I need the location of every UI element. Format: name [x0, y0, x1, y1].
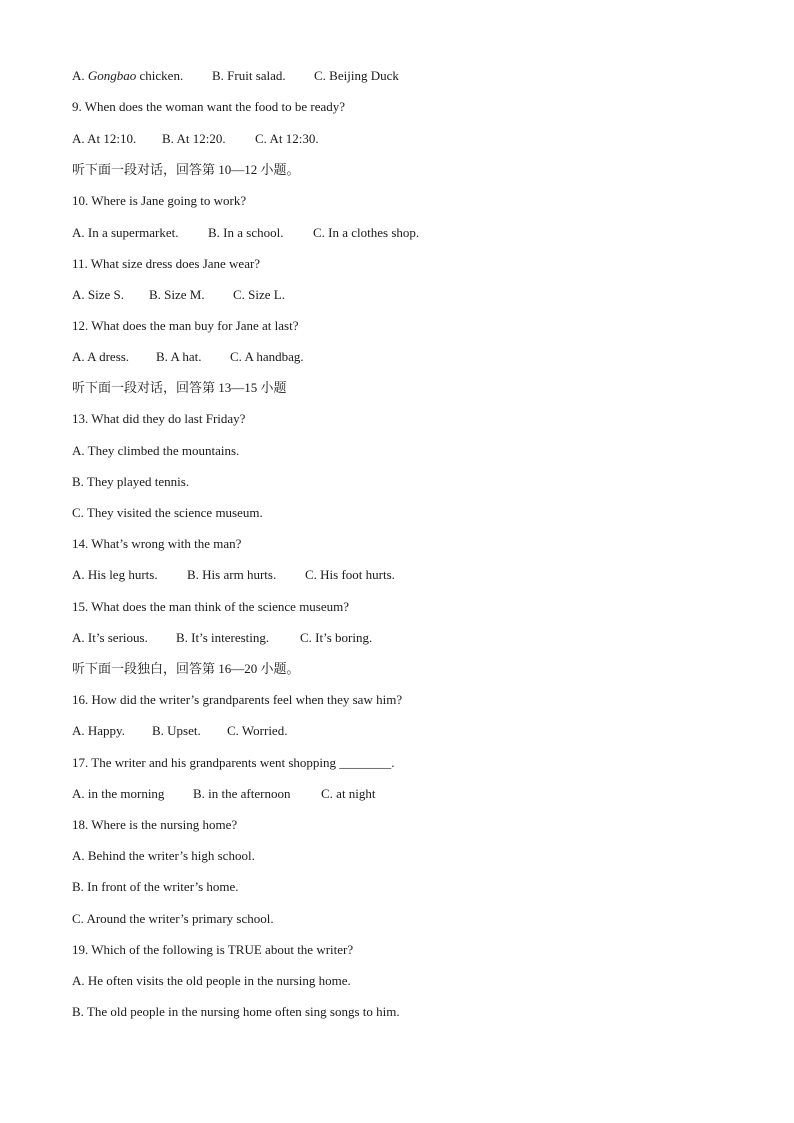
options-line-14: [72, 567, 395, 583]
options-line-11: [72, 287, 285, 303]
section-instruction: 听下面一段对话，回答第 10—12 小题。: [72, 162, 300, 177]
option-b: B. They played tennis.: [72, 474, 190, 489]
options-line-12: [72, 349, 304, 365]
option-c: C. Worried.: [227, 723, 288, 738]
option-a: A. In a supermarket.: [72, 225, 179, 240]
options-line-8: [72, 68, 399, 84]
option-a: A. Size S.: [72, 287, 124, 302]
question-13: 13. What did they do last Friday?: [72, 411, 246, 426]
option-a: A. His leg hurts.: [72, 567, 158, 582]
options-line-10: [72, 225, 419, 241]
option-a: A. Behind the writer’s high school.: [72, 848, 255, 863]
question-14: 14. What’s wrong with the man?: [72, 536, 242, 551]
question-17: 17. The writer and his grandparents went shopping ________.: [72, 755, 395, 770]
option-c: C. Size L.: [233, 287, 285, 302]
option-c: C. A handbag.: [230, 349, 304, 364]
option-c: C. at night: [321, 786, 376, 801]
option-c: C. Around the writer’s primary school.: [72, 911, 274, 926]
question-15: 15. What does the man think of the science museum?: [72, 599, 350, 614]
question-11: 11. What size dress does Jane wear?: [72, 256, 261, 271]
option-b: B. Upset.: [152, 723, 201, 738]
section-instruction: 听下面一段独白，回答第 16—20 小题。: [72, 661, 300, 676]
option-c: C. Beijing Duck: [314, 68, 399, 83]
option-b: B. In a school.: [208, 225, 284, 240]
option-a: A. At 12:10.: [72, 131, 137, 146]
option-c: C. His foot hurts.: [305, 567, 395, 582]
options-line-17: [72, 786, 376, 802]
option-b: B. In front of the writer’s home.: [72, 879, 239, 894]
section-instruction: 听下面一段对话，回答第 13—15 小题: [72, 380, 287, 395]
option-a: A. He often visits the old people in the nursing home.: [72, 973, 351, 988]
option-b: B. Fruit salad.: [212, 68, 286, 83]
question-9: 9. When does the woman want the food to be ready?: [72, 99, 346, 114]
options-line-15: [72, 630, 372, 646]
option-c: C. In a clothes shop.: [313, 225, 420, 240]
option-a: A. Happy.: [72, 723, 125, 738]
option-b: B. Size M.: [149, 287, 205, 302]
question-19: 19. Which of the following is TRUE about the writer?: [72, 942, 354, 957]
options-line-16: [72, 723, 287, 739]
option-a: A. They climbed the mountains.: [72, 443, 240, 458]
option-c: C. They visited the science museum.: [72, 505, 263, 520]
option-b: B. A hat.: [156, 349, 202, 364]
option-b: B. in the afternoon: [193, 786, 291, 801]
question-16: 16. How did the writer’s grandparents feel when they saw him?: [72, 692, 403, 707]
option-a: A. in the morning: [72, 786, 165, 801]
option-b: B. It’s interesting.: [176, 630, 270, 645]
options-line-9: [72, 131, 319, 147]
option-a: A. Gongbao chicken.: [72, 68, 184, 83]
option-b: B. The old people in the nursing home often sing songs to him.: [72, 1004, 400, 1019]
question-10: 10. Where is Jane going to work?: [72, 193, 247, 208]
question-12: 12. What does the man buy for Jane at last?: [72, 318, 299, 333]
question-18: 18. Where is the nursing home?: [72, 817, 238, 832]
option-b: B. At 12:20.: [162, 131, 226, 146]
option-c: C. At 12:30.: [255, 131, 319, 146]
option-c: C. It’s boring.: [300, 630, 373, 645]
option-a: A. A dress.: [72, 349, 130, 364]
option-b: B. His arm hurts.: [187, 567, 277, 582]
option-a: A. It’s serious.: [72, 630, 148, 645]
